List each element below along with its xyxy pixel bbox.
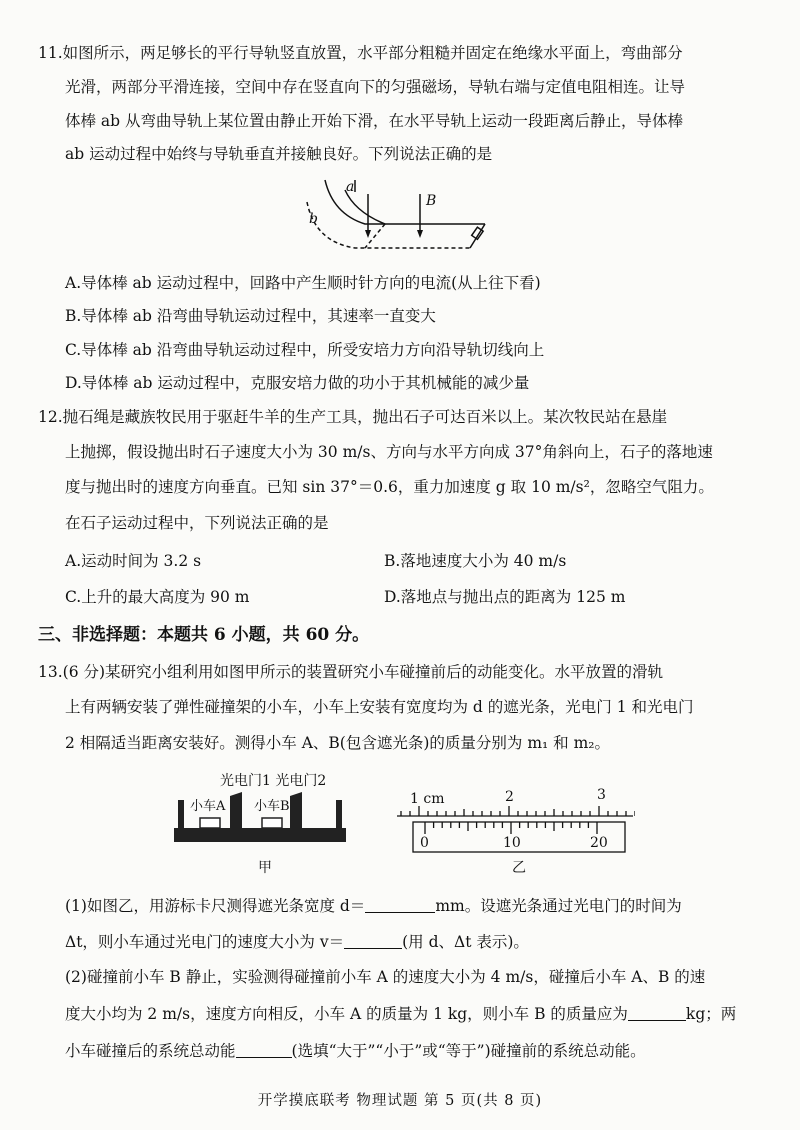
q11-option-c: C.导体棒 ab 沿弯曲导轨运动过程中，所受安培力方向沿导轨切线向上 [65,341,545,359]
answer-blank-d [365,898,435,913]
q12-option-d: D.落地点与抛出点的距离为 125 m [384,588,626,606]
q13-part2-line-3 [65,1043,646,1060]
q13-line-1: 13.(6 分)某研究小组利用如图甲所示的装置研究小车碰撞前后的动能变化。水平放置的滑轨 [38,663,664,681]
main-scale-label-3: 3 [597,787,606,803]
q11-line-4: ab 运动过程中始终与导轨垂直并接触良好。下列说法正确的是 [65,145,493,163]
q13-part1-line-1 [65,898,682,915]
main-scale-label-2: 2 [505,789,514,805]
label-a: a [346,179,355,195]
q12-option-a: A.运动时间为 3.2 s [65,552,202,570]
q13-part2-text-e: (选填“大于”“小于”或“等于”)碰撞前的系统总动能。 [291,1042,646,1060]
q12-option-c: C.上升的最大高度为 90 m [65,588,250,606]
section-heading: 三、非选择题：本题共 6 小题，共 60 分。 [38,625,370,645]
q11-rail-figure [295,172,500,262]
q12-option-b: B.落地速度大小为 40 m/s [384,552,567,570]
q13-part2-text-b: 度大小均为 2 m/s，速度方向相反，小车 A 的质量为 1 kg，则小车 B 的质量应为 [65,1005,628,1023]
q12-line-2: 上抛掷，假设抛出时石子速度大小为 30 m/s、方向与水平方向成 37°角斜向上，石子的落地速 [65,443,713,461]
q13-part1-text-d: (用 d、Δt 表示)。 [402,933,529,951]
q11-option-b: B.导体棒 ab 沿弯曲导轨运动过程中，其速率一直变大 [65,307,436,325]
vernier-label-0: 0 [420,835,429,851]
q13-line-3: 2 相隔适当距离安装好。测得小车 A、B(包含遮光条)的质量分别为 m₁ 和 m₂。 [65,734,610,752]
answer-blank-mass [628,1006,686,1021]
q13-line-2: 上有两辆安装了弹性碰撞架的小车，小车上安装有宽度均为 d 的遮光条，光电门 1 和光电门 [65,698,694,716]
q13-part1-text-c: Δt，则小车通过光电门的速度大小为 v＝ [65,933,345,951]
main-scale-label-1cm: 1 cm [410,791,445,807]
car-b-label: 小车B [254,799,290,814]
label-B: B [426,193,437,209]
vernier-label-20: 20 [590,835,608,851]
q11-line-1: 11.如图所示，两足够长的平行导轨竖直放置，水平部分粗糙并固定在绝缘水平面上，弯曲部分 [38,44,683,62]
q11-option-a: A.导体棒 ab 运动过程中，回路中产生顺时针方向的电流(从上往下看) [65,274,541,292]
answer-blank-v [344,934,402,949]
q13-part2-text-d: 小车碰撞后的系统总动能 [65,1042,236,1060]
car-a-label: 小车A [190,799,226,814]
vernier-label-10: 10 [503,835,521,851]
q11-line-2: 光滑，两部分平滑连接，空间中存在竖直向下的匀强磁场，导轨右端与定值电阻相连。让导 [65,78,686,96]
q13-part2-text-c: kg；两 [685,1005,737,1023]
gate-labels: 光电门1 光电门2 [220,773,327,789]
q11-line-3: 体棒 ab 从弯曲导轨上某位置由静止开始下滑，在水平导轨上运动一段距离后静止，导体棒 [65,112,684,130]
page-footer: 开学摸底联考 物理试题 第 5 页(共 8 页) [257,1093,543,1109]
q13-part2-line-1: (2)碰撞前小车 B 静止，实验测得碰撞前小车 A 的速度大小为 4 m/s，碰撞后小车 A、B 的速 [65,968,706,986]
q12-line-1: 12.抛石绳是藏族牧民用于驱赶牛羊的生产工具，抛出石子可达百米以上。某次牧民站在悬崖 [38,408,668,426]
q11-option-d: D.导体棒 ab 运动过程中，克服安培力做的功小于其机械能的减少量 [65,374,530,392]
label-b: b [309,211,318,227]
figure-yi-caption: 乙 [512,860,526,876]
q13-part1-line-2 [65,934,529,951]
q13-part1-text-a: (1)如图乙，用游标卡尺测得遮光条宽度 d＝ [65,897,366,915]
answer-blank-energy [236,1043,292,1058]
q12-line-4: 在石子运动过程中，下列说法正确的是 [65,514,329,532]
q13-part2-line-2 [65,1006,736,1023]
figure-jia-caption: 甲 [258,860,272,876]
q12-line-3: 度与抛出时的速度方向垂直。已知 sin 37°＝0.6，重力加速度 g 取 10 m/s²，忽略空气阻力。 [65,478,714,496]
q13-part1-text-b: mm。设遮光条通过光电门的时间为 [435,897,682,915]
